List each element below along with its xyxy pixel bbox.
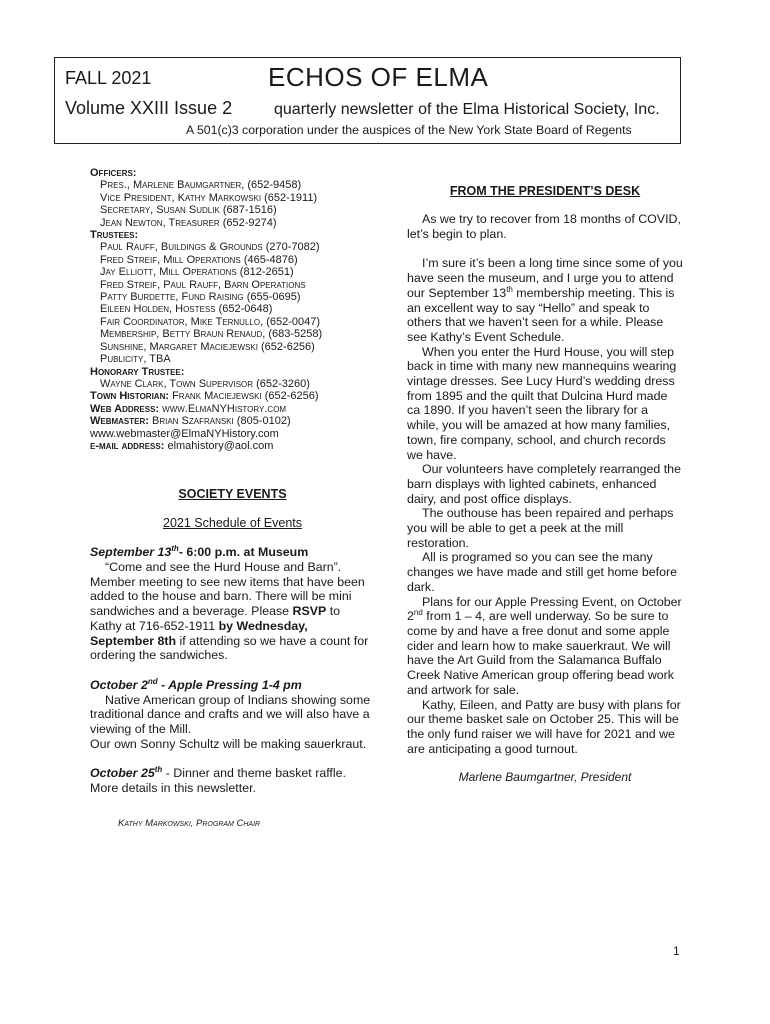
events-heading: SOCIETY EVENTS [178, 487, 287, 502]
paragraph: The outhouse has been repaired and perhaps you will be able to get a peek at the mill restoration. [407, 506, 674, 550]
newsletter-title: ECHOS OF ELMA [268, 62, 489, 92]
paragraph: All is programed so you can see the many changes we have made and still get home before dark. [407, 550, 678, 594]
web-label: Web Address: [90, 402, 160, 415]
president-signature: Marlene Baumgartner, President [458, 770, 632, 785]
historian-value: Frank Maciejewski (652-6256) [172, 390, 319, 403]
paragraph: I’m sure it’s been a long time since some of you have seen the museum, and I urge you to attend our September 13th membership meeting. This is an excellent way to say “Hello” and speak to others that we haven’t seen for a while. Please see Kathy’s Event Schedule. [407, 256, 683, 344]
newsletter-subtitle: quarterly newsletter of the Elma Historical Society, Inc. [274, 101, 660, 118]
corporation-note: A 501(c)3 corporation under the auspices of the New York State Board of Regents [186, 123, 632, 137]
page-number: 1 [673, 944, 680, 958]
webmaster-value: Brian Szafranski (805-0102) [152, 415, 291, 428]
paragraph: Our volunteers have completely rearranged the barn displays with lighted cabinets, enhanced dairy, and post office displays. [407, 462, 681, 506]
trustee-line: Paul Rauff, Buildings & Grounds (270-7082) [100, 241, 320, 254]
trustee-line: Fair Coordinator, Mike Ternullo, (652-0047) [100, 315, 321, 328]
historian-line [90, 390, 375, 402]
web-line [90, 403, 375, 415]
trustee-line: Publicity, TBA [100, 353, 171, 366]
officer-line: Jean Newton, Treasurer (652-9274) [100, 216, 277, 229]
event-date: September 13th [90, 544, 179, 560]
event-october-2: October 2nd - Apple Pressing 1-4 pm Native American group of Indians showing some traditional dance and crafts and we will also have a viewing of the Mill. Our own Sonny Schultz will be making sauerkraut. [90, 676, 371, 751]
webmaster-email-link[interactable]: www.webmaster@ElmaNYHistory.com [90, 427, 279, 440]
webmaster-line [90, 415, 375, 427]
issue-season: FALL 2021 [65, 68, 152, 88]
trustee-line: Eileen Holden, Hostess (652-0648) [100, 303, 273, 316]
email-label: e-mail address: [90, 439, 165, 452]
trustee-line: Jay Elliott, Mill Operations (812-2651) [100, 266, 294, 279]
historian-label: Town Historian: [90, 390, 170, 403]
email-line [90, 440, 375, 452]
left-column [90, 167, 375, 829]
webmaster-label: Webmaster: [90, 415, 149, 428]
paragraph: When you enter the Hurd House, you will step back in time with many new mannequins wearing vintage dresses. See Lucy Hurd’s wedding dress from 1895 and the quilt that Dulcina Hurd made ca 1890. If you haven’t seen the library for a while, you will be amazed at how many families, town, fire company, school, and church records we have. [407, 344, 677, 462]
officers-heading: Officers: [90, 167, 137, 179]
officer-line: Secretary, Susan Sudlik (687-1516) [100, 204, 277, 217]
trustee-line: Patty Burdette, Fund Raising (655-0695) [100, 291, 301, 304]
trustee-line: Membership, Betty Braun Renaud, (683-5258) [100, 328, 323, 341]
trustee-line: Fred Streif, Mill Operations (465-4876) [100, 253, 298, 266]
web-address-link[interactable]: www.ElmaNYHistory.com [162, 402, 287, 415]
paragraph: Kathy, Eileen, and Patty are busy with plans for our theme basket sale on October 25. This will be the only fund raiser we will have for 2021 and we are anticipating a good turnout. [407, 697, 681, 756]
paragraph: As we try to recover from 18 months of COVID, let’s begin to plan. [407, 212, 681, 241]
masthead [54, 57, 681, 144]
honorary-heading: Honorary Trustee: [90, 365, 185, 378]
right-column [407, 184, 683, 784]
honorary-trustee: Wayne Clark, Town Supervisor (652-3260) [100, 377, 310, 390]
event-september: September 13th- 6:00 p.m. at Museum “Come and see the Hurd House and Barn”. Member meeting to see new items that have been added to the house and barn. There will be mini sandwiches and a beverage. Please RSVP to Kathy at 716-652-1911 by Wednesday, September 8th if attending so we have a count for ordering the sandwiches. [90, 544, 369, 663]
officers-block [90, 167, 375, 452]
president-letter [407, 212, 683, 756]
paragraph: Plans for our Apple Pressing Event, on October 2nd from 1 – 4, are well underway. So be sure to come by and have a free donut and some apple cider and learn how to make sauerkraut. We will have the Art Guild from the Salamanca Buffalo Creek Native American group offering bead work and artwork for sale. [407, 594, 682, 697]
trustee-line: Sunshine, Margaret Maciejewski (652-6256) [100, 340, 315, 353]
volume-issue: Volume XXIII Issue 2 [65, 98, 233, 118]
program-chair-signature: Kathy Markowski, Program Chair [118, 817, 261, 829]
events-schedule-title: 2021 Schedule of Events [163, 516, 302, 531]
officer-line: Pres., Marlene Baumgartner, (652-9458) [100, 179, 302, 192]
trustees-heading: Trustees: [90, 229, 139, 242]
president-heading: FROM THE PRESIDENT’S DESK [449, 184, 641, 198]
event-october-25: October 25th - Dinner and theme basket raffle. More details in this newsletter. [90, 765, 346, 796]
officer-line: Vice President, Kathy Markowski (652-1911) [100, 191, 318, 204]
email-link[interactable]: elmahistory@aol.com [167, 439, 274, 452]
trustee-line: Fred Streif, Paul Rauff, Barn Operations [100, 278, 306, 291]
